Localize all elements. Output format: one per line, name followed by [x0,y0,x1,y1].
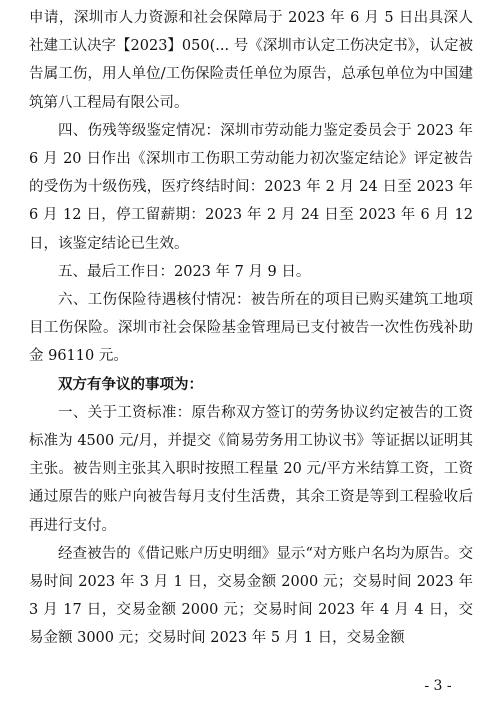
paragraph-disability-assessment: 四、伤残等级鉴定情况：深圳市劳动能力鉴定委员会于 2023 年 6 月 20 日作出《深圳市工伤职工劳动能力初次鉴定结论》评定被告的受伤为十级伤残，医疗终结时间：2023 年 2 月 24 日至 2023 年 6 月 12 日，停工留薪期：2023 年 2 月 24 日至 2023 年 6 月 12 日，该鉴定结论已生效。 [29,122,473,252]
document-body [29,4,473,653]
paragraph-last-working-day: 五、最后工作日：2023 年 7 月 9 日。 [58,263,311,280]
page-number: - 3 - [424,678,452,694]
paragraph-account-history: 经查被告的《借记账户历史明细》显示“对方账户名均为原告。交易时间 2023 年 3 月 1 日，交易金额 2000 元；交易时间 2023 年 3 月 17 日，交易金额 2000 元；交易时间 2023 年 4 月 4 日，交易金额 3000 元；交易时间 2023 年 5 月 1 日，交易金额 [29,545,473,647]
section-heading-disputed-matters: 双方有争议的事项为： [58,375,203,393]
paragraph-work-injury-decision: 申请，深圳市人力资源和社会保障局于 2023 年 6 月 5 日出具深人社建工认决字【2023】050(... 号《深圳市认定工伤决定书》，认定被告属工伤，用人单位/工伤保险责任单位为原告，总承包单位为中国建筑第八工程局有限公司。 [29,10,473,111]
paragraph-wage-standard: 一、关于工资标准：原告称双方签订的劳务协议约定被告的工资标准为 4500 元/月，并提交《简易劳务用工协议书》等证据以证明其主张。被告则主张其入职时按照工程量 20 元/平方米结算工资，工资通过原告的账户向被告每月支付生活费，其余工资是等到工程验收后再进行支付。 [29,404,473,534]
paragraph-injury-insurance-payment: 六、工伤保险待遇核付情况：被告所在的项目已购买建筑工地项目工伤保险。深圳市社会保险基金管理局已支付被告一次性伤残补助金 96110 元。 [29,292,473,365]
